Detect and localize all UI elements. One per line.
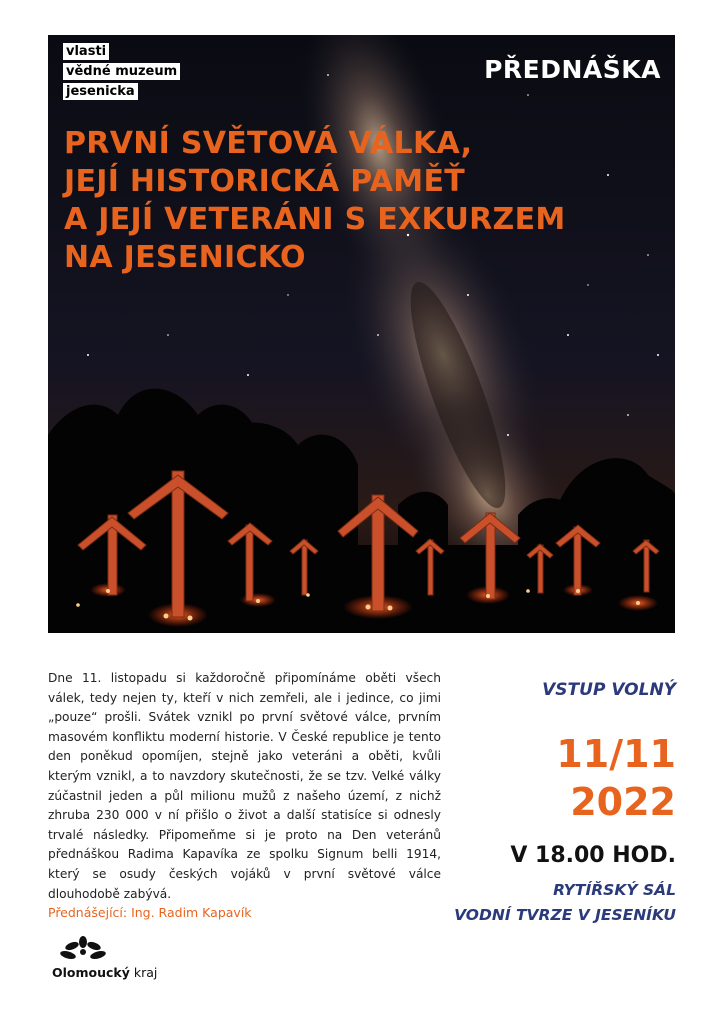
region-flower-icon: [58, 936, 108, 964]
venue-line: VODNÍ TVRZE V JESENÍKU: [454, 906, 676, 924]
event-title: [64, 125, 624, 277]
region-name-bold: Olomoucký: [52, 965, 130, 980]
lecturer-name: Přednášející: Ing. Radim Kapavík: [48, 905, 252, 920]
museum-logo-line: jesenicka: [63, 83, 138, 100]
region-logo: [48, 936, 228, 986]
event-title-line: PRVNÍ SVĚTOVÁ VÁLKA,: [64, 126, 473, 161]
event-description: Dne 11. listopadu si každoročně připomínáme oběti všech válek, tedy nejen ty, kteří v nich zemřeli, ale i jedince, co jimi „pouze“ prošli. Svátek vznikl po první světové válce, prvním masovém konfliktu moderní historie. V České republice je tento den poněkud opomíjen, stejně jako veteráni a oběti, kvůli kterým vznikl, a to navzdory skutečnosti, že se tzv. Velké války zúčastnil jeden a půl milionu mužů z našeho území, z nichž zhruba 230 000 v ní přišlo o život a další statisíce si odnesly trvalé následky. Připomeňme si je proto na Den veteránů přednáškou Radima Kapavíka ze spolku Signum belli 1914, který se osudy českých vojáků v první světové válce dlouhodobě zabývá.: [48, 671, 441, 901]
entry-free-label: VSTUP VOLNÝ: [542, 680, 676, 700]
museum-logo-line: vědné muzeum: [63, 63, 180, 80]
museum-logo-line: vlasti: [63, 43, 109, 60]
museum-logo: [63, 43, 180, 103]
event-title-line: JEJÍ HISTORICKÁ PAMĚŤ: [64, 164, 466, 199]
event-date-year: 2022: [570, 780, 676, 824]
event-title-line: A JEJÍ VETERÁNI S EXKURZEM: [64, 202, 566, 237]
event-date-day: 11/11: [556, 732, 676, 776]
region-name-rest: kraj: [129, 965, 158, 980]
venue-line: RYTÍŘSKÝ SÁL: [553, 881, 676, 899]
event-title-line: NA JESENICKO: [64, 240, 306, 275]
hero-photo: [48, 35, 675, 633]
region-name: [52, 965, 157, 980]
event-time: V 18.00 HOD.: [510, 843, 676, 868]
event-type-label: PŘEDNÁŠKA: [484, 55, 661, 84]
